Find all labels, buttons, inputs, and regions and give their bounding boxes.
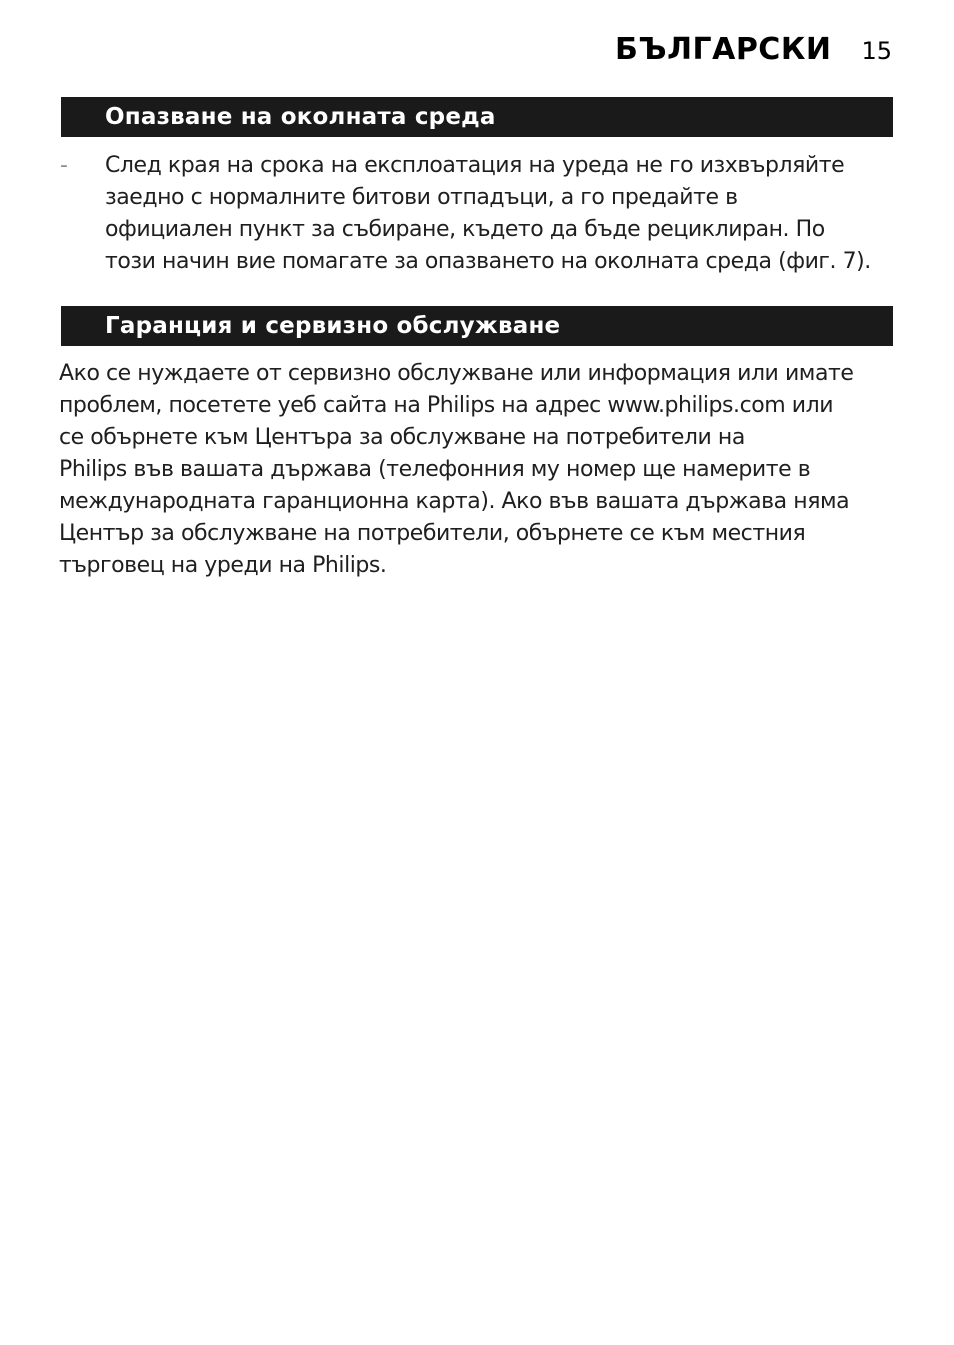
text-line: официален пункт за събиране, където да бъде рециклиран. По xyxy=(105,217,825,242)
section-heading-environment xyxy=(61,97,893,137)
page-header xyxy=(615,32,892,67)
section-heading-guarantee xyxy=(61,306,893,346)
text-line: Ако се нуждаете от сервизно обслужване или информация или имате xyxy=(59,361,854,386)
bullet-marker: - xyxy=(60,153,68,178)
page-number: 15 xyxy=(861,37,892,65)
text-line: Philips във вашата държава (телефонния му номер ще намерите в xyxy=(59,457,811,482)
list-item xyxy=(60,150,890,278)
section-title: Опазване на околната среда xyxy=(105,104,496,130)
bullet-text xyxy=(105,150,890,278)
guarantee-paragraph xyxy=(59,358,891,582)
text-line: заедно с нормалните битови отпадъци, а го предайте в xyxy=(105,185,738,210)
text-line: След края на срока на експлоатация на уреда не го изхвърляйте xyxy=(105,153,845,178)
text-line: търговец на уреди на Philips. xyxy=(59,553,387,578)
language-title: БЪЛГАРСКИ xyxy=(615,32,832,67)
text-line: международната гаранционна карта). Ако във вашата държава няма xyxy=(59,489,850,514)
text-line: проблем, посетете уеб сайта на Philips на адрес www.philips.com или xyxy=(59,393,834,418)
text-line: този начин вие помагате за опазването на околната среда (фиг. 7). xyxy=(105,249,871,274)
text-line: Център за обслужване на потребители, обърнете се към местния xyxy=(59,521,806,546)
text-line: се обърнете към Центъра за обслужване на потребители на xyxy=(59,425,745,450)
section-title: Гаранция и сервизно обслужване xyxy=(105,313,561,339)
